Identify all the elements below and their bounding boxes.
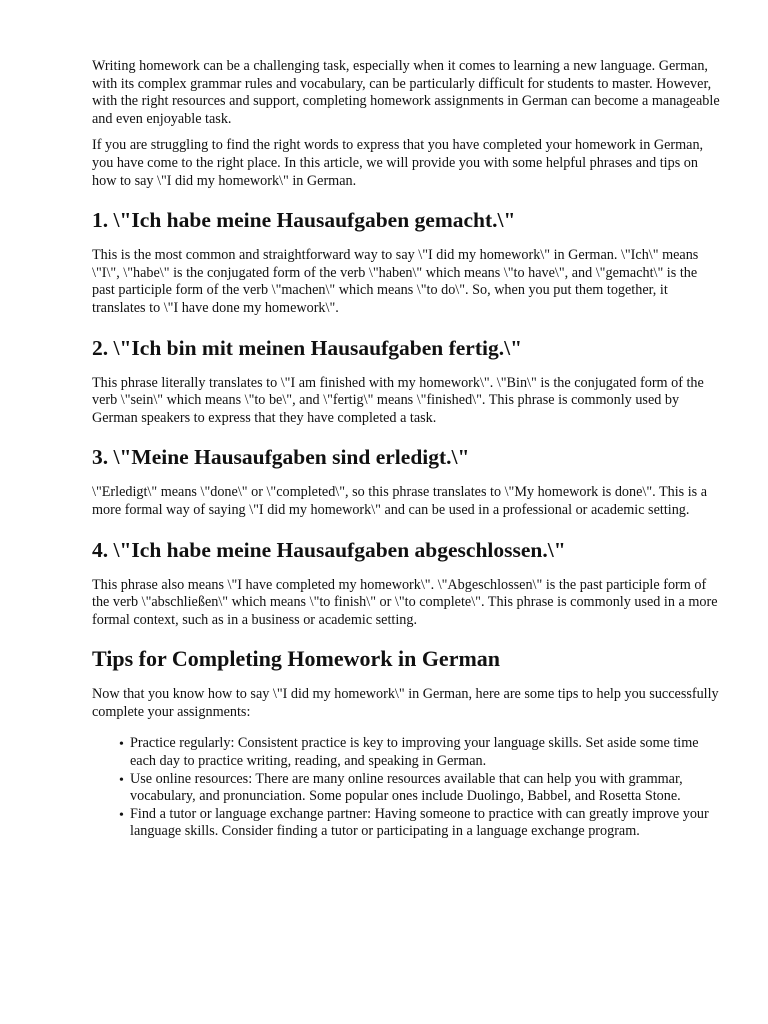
tips-heading: Tips for Completing Homework in German bbox=[92, 646, 501, 672]
section-heading: 2. \"Ich bin mit meinen Hausaufgaben fertig.\" bbox=[92, 335, 522, 360]
list-item bbox=[119, 805, 722, 841]
section-body: \"Erledigt\" means \"done\" or \"completed\", so this phrase translates to \"My homework is done\". This is a more formal way of saying \"I did my homework\" and can be used in a professional or academic setting. bbox=[92, 484, 708, 518]
bullet-icon: • bbox=[119, 737, 124, 753]
section-heading: 1. \"Ich habe meine Hausaufgaben gemacht.\" bbox=[92, 208, 516, 233]
intro-paragraph: If you are struggling to find the right words to express that you have completed your homework in German, you have come to the right place. In this article, we will provide you with some helpful phrases and tips on how to say \"I did my homework\" in German. bbox=[92, 137, 704, 189]
bullet-icon: • bbox=[119, 772, 124, 788]
intro-paragraph: Writing homework can be a challenging task, especially when it comes to learning a new language. German, with its complex grammar rules and vocabulary, can be particularly difficult for students to master. However, with the right resources and support, completing homework assignments in German can become a manageable and even enjoyable task. bbox=[92, 58, 720, 127]
list-item bbox=[119, 735, 722, 770]
section-body: This is the most common and straightforward way to say \"I did my homework\" in German. \"Ich\" means \"I\", \"habe\" is the conjugated form of the verb \"haben\" which means \"to have\", and \"gemacht\" is the past participle form of the verb \"machen\" which means \"to do\". So, when you put them together, it translates to \"I have done my homework\". bbox=[92, 247, 699, 316]
section-body: This phrase literally translates to \"I am finished with my homework\". \"Bin\" is the conjugated form of the verb \"sein\" which means \"to be\", and \"fertig\" means \"finished\". This phrase is commonly used by German speakers to express that they have completed a task. bbox=[92, 374, 704, 426]
list-item-text: Use online resources: There are many online resources available that can help you with grammar, vocabulary, and pronunciation. Some popular ones include Duolingo, Babbel, and Rosetta Stone. bbox=[130, 770, 683, 805]
section-body: This phrase also means \"I have completed my homework\". \"Abgeschlossen\" is the past participle form of the verb \"abschließen\" which means \"to finish\" or \"to complete\". This phrase is commonly used in a more formal context, such as in a business or academic setting. bbox=[92, 576, 718, 628]
section-heading: 3. \"Meine Hausaufgaben sind erledigt.\" bbox=[92, 445, 470, 470]
list-item-text: Find a tutor or language exchange partner: Having someone to practice with can greatly improve your language skills. Consider finding a tutor or participating in a language exchange program. bbox=[130, 805, 709, 840]
tips-list bbox=[92, 735, 722, 841]
section-heading: 4. \"Ich habe meine Hausaufgaben abgeschlossen.\" bbox=[92, 537, 566, 562]
bullet-icon: • bbox=[119, 807, 124, 823]
list-item-text: Practice regularly: Consistent practice is key to improving your language skills. Set aside some time each day to practice writing, reading, and speaking in German. bbox=[130, 735, 699, 770]
list-item bbox=[119, 770, 722, 806]
tips-intro: Now that you know how to say \"I did my homework\" in German, here are some tips to help you successfully complete your assignments: bbox=[92, 686, 719, 720]
document-page bbox=[92, 58, 722, 841]
